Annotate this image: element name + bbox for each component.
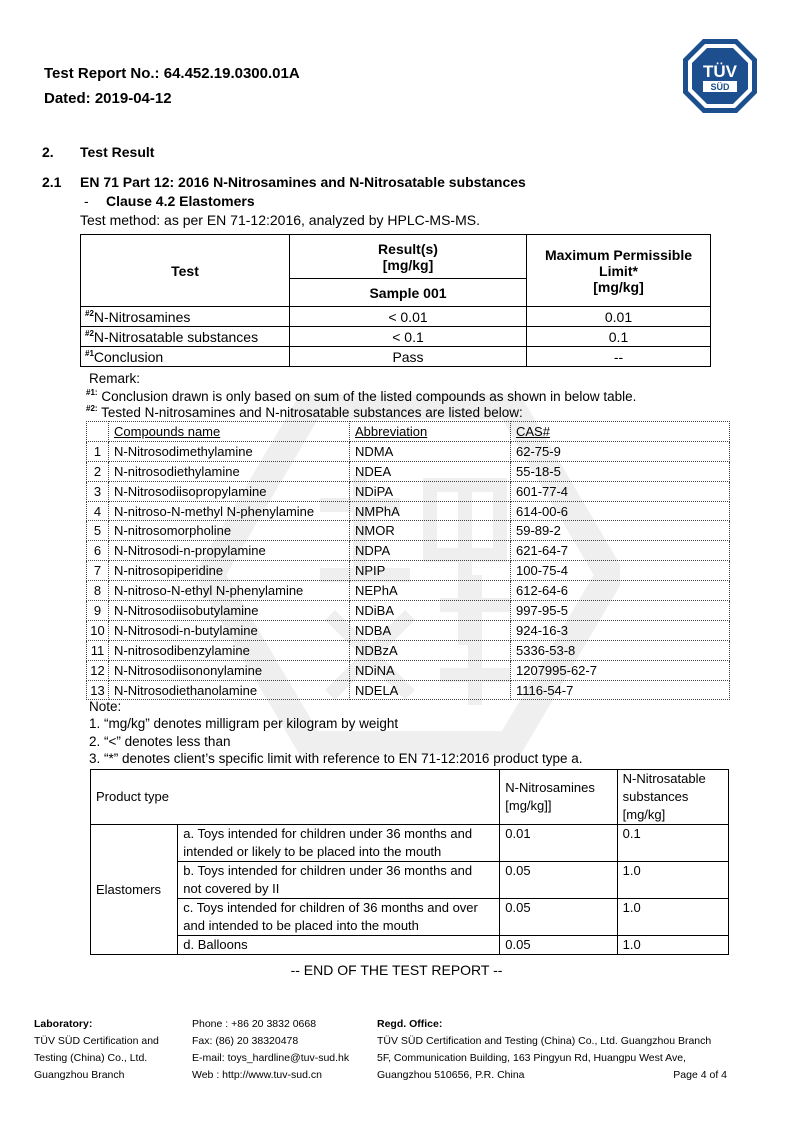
footer-office: Regd. Office: TÜV SÜD Certification and Testing (China) Co., Ltd. Guangzhou Branch 5F, Communication Building, 163 Pingyun Rd, Huangpu West Ave, Guangzhou 510656, P.R. China Page 4 of 4 [377, 1016, 727, 1084]
table-row: c. Toys intended for children of 36 months and over and intended to be placed into the mouth 0.05 1.0 [91, 899, 729, 936]
header-cas: CAS# [511, 422, 730, 442]
cell-name: N-Nitrosodiethanolamine [109, 680, 350, 700]
table-row: $^{\#2}$N-Nitrosatable substances < 0.1 0.1 [81, 327, 711, 347]
header-result: Result(s) [mg/kg] [290, 235, 527, 279]
cell-name: N-nitrosodiethylamine [109, 461, 350, 481]
cell-cas: 997-95-5 [511, 601, 730, 621]
footer-laboratory: Laboratory: TÜV SÜD Certification and Testing (China) Co., Ltd. Guangzhou Branch [34, 1018, 159, 1081]
header-sample: Sample 001 [290, 279, 527, 307]
clause-dash: - [84, 193, 89, 209]
cell-abbr: NDBA [350, 620, 511, 640]
end-of-report: -- END OF THE TEST REPORT -- [290, 962, 503, 978]
cell-name: N-Nitrosodiisopropylamine [109, 481, 350, 501]
cell-abbr: NMPhA [350, 501, 511, 521]
cell-cas: 55-18-5 [511, 461, 730, 481]
cell-n: 6 [87, 541, 109, 561]
logo-text: TÜV [703, 62, 737, 81]
report-date: Dated: 2019-04-12 [44, 90, 172, 107]
clause-title: Clause 4.2 Elastomers [106, 193, 255, 209]
cell-n: 13 [87, 680, 109, 700]
table-row [87, 481, 730, 501]
remark-2: $^{\#2:}$ Tested N-nitrosamines and N-nitrosatable substances are listed below: [86, 404, 523, 420]
header-abbreviation: Abbreviation [350, 422, 511, 442]
table-row [87, 461, 730, 481]
cell-cas: 1116-54-7 [511, 680, 730, 700]
table-row [87, 581, 730, 601]
cell-abbr: NDiBA [350, 601, 511, 621]
subsection-number: 2.1 [42, 174, 62, 190]
table-row: d. Balloons 0.05 1.0 [91, 936, 729, 955]
cell-name: N-Nitrosodi-n-propylamine [109, 541, 350, 561]
cell-n: 2 [87, 461, 109, 481]
table-row [87, 561, 730, 581]
compounds-table [86, 421, 730, 700]
cell-n: 12 [87, 660, 109, 680]
cell-name: N-nitrosodibenzylamine [109, 640, 350, 660]
table-row [87, 541, 730, 561]
cell-abbr: NDMA [350, 441, 511, 461]
cell-n: 5 [87, 521, 109, 541]
cell-abbr: NDELA [350, 680, 511, 700]
cell-cas: 621-64-7 [511, 541, 730, 561]
subsection-title: EN 71 Part 12: 2016 N-Nitrosamines and N-Nitrosatable substances [80, 174, 526, 190]
table-row: b. Toys intended for children under 36 months and not covered by II 0.05 1.0 [91, 862, 729, 899]
table-row: $^{\#1}$Conclusion Pass -- [81, 347, 711, 367]
cell-cas: 62-75-9 [511, 441, 730, 461]
cell-abbr: NDPA [350, 541, 511, 561]
product-group: Elastomers [91, 825, 178, 955]
report-number: Test Report No.: 64.452.19.0300.01A [44, 65, 300, 82]
cell-n: 7 [87, 561, 109, 581]
test-method: Test method: as per EN 71-12:2016, analyzed by HPLC-MS-MS. [80, 212, 480, 228]
header-nitrosatable: N-Nitrosatable substances [mg/kg] [617, 770, 728, 825]
cell-name: N-Nitrosodiisononylamine [109, 660, 350, 680]
cell-abbr: NMOR [350, 521, 511, 541]
cell-name: N-nitrosopiperidine [109, 561, 350, 581]
table-row [87, 501, 730, 521]
table-row: Elastomers a. Toys intended for children under 36 months and intended or likely to be placed into the mouth 0.01 0.1 [91, 825, 729, 862]
compounds-header-row [87, 422, 730, 442]
note-1: 1. “mg/kg” denotes milligram per kilogram by weight [89, 716, 399, 731]
cell-n: 1 [87, 441, 109, 461]
table-row [87, 660, 730, 680]
cell-abbr: NPIP [350, 561, 511, 581]
logo-subtext: SÜD [710, 82, 730, 92]
header-compound-name: Compounds name [109, 422, 350, 442]
cell-n: 10 [87, 620, 109, 640]
table-row [87, 620, 730, 640]
cell-cas: 5336-53-8 [511, 640, 730, 660]
cell-cas: 100-75-4 [511, 561, 730, 581]
header-nitrosamines: N-Nitrosamines [mg/kg]] [500, 770, 617, 825]
cell-cas: 1207995-62-7 [511, 660, 730, 680]
table-row [87, 680, 730, 700]
section-title: Test Result [80, 144, 155, 160]
table-row [87, 640, 730, 660]
cell-cas: 924-16-3 [511, 620, 730, 640]
result-table [80, 234, 711, 367]
remark-title: Remark: [89, 371, 141, 386]
note-3: 3. “*” denotes client’s specific limit with reference to EN 71-12:2016 product type a. [89, 751, 583, 766]
tuv-logo-icon [681, 37, 759, 115]
cell-cas: 59-89-2 [511, 521, 730, 541]
remark-1: $^{\#1:}$ Conclusion drawn is only based on sum of the listed compounds as shown in below table. [86, 388, 637, 404]
note-2: 2. “<” denotes less than [89, 734, 231, 749]
cell-name: N-nitrosomorpholine [109, 521, 350, 541]
cell-abbr: NDBzA [350, 640, 511, 660]
cell-n: 11 [87, 640, 109, 660]
cell-cas: 614-00-6 [511, 501, 730, 521]
cell-cas: 612-64-6 [511, 581, 730, 601]
cell-cas: 601-77-4 [511, 481, 730, 501]
cell-name: N-nitroso-N-methyl N-phenylamine [109, 501, 350, 521]
cell-name: N-nitroso-N-ethyl N-phenylamine [109, 581, 350, 601]
cell-n: 3 [87, 481, 109, 501]
cell-name: N-Nitrosodi-n-butylamine [109, 620, 350, 640]
cell-abbr: NDiPA [350, 481, 511, 501]
cell-abbr: NEPhA [350, 581, 511, 601]
table-row [87, 601, 730, 621]
cell-n: 4 [87, 501, 109, 521]
cell-abbr: NDEA [350, 461, 511, 481]
cell-name: N-Nitrosodiisobutylamine [109, 601, 350, 621]
note-title: Note: [89, 699, 122, 714]
table-row [87, 521, 730, 541]
header-product-type: Product type [91, 770, 500, 825]
product-type-table [90, 769, 729, 955]
cell-n: 9 [87, 601, 109, 621]
cell-n: 8 [87, 581, 109, 601]
page-number: Page 4 of 4 [673, 1069, 727, 1081]
header-test: Test [81, 235, 290, 307]
table-row [87, 441, 730, 461]
header-max-limit: Maximum Permissible Limit* [mg/kg] [527, 235, 711, 307]
table-row: $^{\#2}$N-Nitrosamines < 0.01 0.01 [81, 307, 711, 327]
cell-name: N-Nitrosodimethylamine [109, 441, 350, 461]
cell-abbr: NDiNA [350, 660, 511, 680]
footer-contact: Phone : +86 20 3832 0668 Fax: (86) 20 38320478 E-mail: toys_hardline@tuv-sud.hk Web : http://www.tuv-sud.cn [192, 1018, 350, 1081]
section-number: 2. [42, 144, 54, 160]
